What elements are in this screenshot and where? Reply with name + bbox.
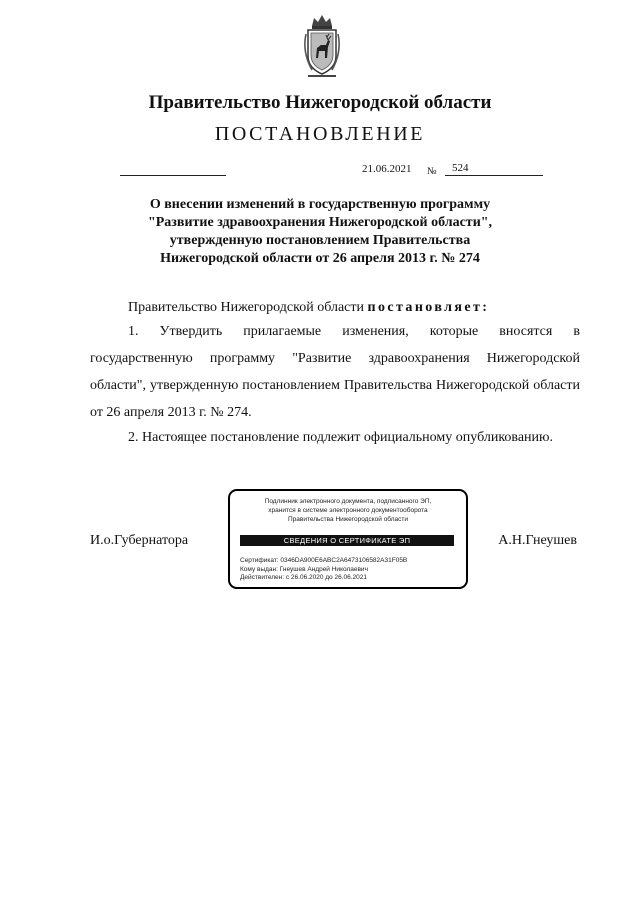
- organization-title: Правительство Нижегородской области: [148, 92, 492, 113]
- esig-note-line: хранится в системе электронного документооборота: [268, 507, 428, 514]
- esig-issued-to: Кому выдан: Гнеушев Андрей Николаевич: [240, 565, 368, 573]
- esig-validity: Действителен: с 26.06.2020 до 26.06.2021: [240, 574, 368, 581]
- subject-line: Нижегородской области от 26 апреля 2013 г. № 274: [160, 251, 480, 266]
- preamble-decree-word: постановляет:: [367, 300, 490, 315]
- document-date: 21.06.2021: [362, 163, 412, 175]
- esig-header: СВЕДЕНИЯ О СЕРТИФИКАТЕ ЭП: [240, 535, 454, 546]
- date-blank-line: [120, 175, 226, 176]
- subject-line: О внесении изменений в государственную программу: [149, 197, 491, 212]
- signer-role: И.о.Губернатора: [90, 533, 189, 548]
- document-subject: [90, 196, 550, 268]
- coat-of-arms-icon: [300, 12, 344, 78]
- esig-details: [240, 557, 407, 583]
- signer-name: А.Н.Гнеушев: [498, 533, 577, 548]
- document-number: 524: [452, 162, 469, 174]
- paragraph-1: 1. Утвердить прилагаемые изменения, которые вносятся в государственную программу "Развитие здравоохранения Нижегородской области", утвержденную постановлением Правительства Нижегородской области от 26 апреля 2013 г. № 274.: [90, 324, 580, 420]
- number-underline: [445, 175, 543, 176]
- preamble-text: Правительство Нижегородской области: [128, 300, 364, 315]
- subject-line: утвержденную постановлением Правительства: [169, 233, 471, 248]
- paragraph-2: 2. Настоящее постановление подлежит официальному опубликованию.: [128, 430, 553, 445]
- esig-note: [230, 497, 466, 524]
- electronic-signature-stamp: [228, 489, 468, 589]
- document-type: ПОСТАНОВЛЕНИЕ: [214, 123, 426, 145]
- esig-note-line: Подлинник электронного документа, подписанного ЭП,: [264, 498, 432, 505]
- esig-certificate: Сертификат: 0346DA900E6ABC2A6473106582A31F05B: [240, 557, 408, 564]
- subject-line: "Развитие здравоохранения Нижегородской области",: [147, 215, 493, 230]
- preamble: [128, 300, 489, 316]
- esig-note-line: Правительства Нижегородской области: [287, 516, 409, 523]
- number-sign: №: [427, 166, 437, 177]
